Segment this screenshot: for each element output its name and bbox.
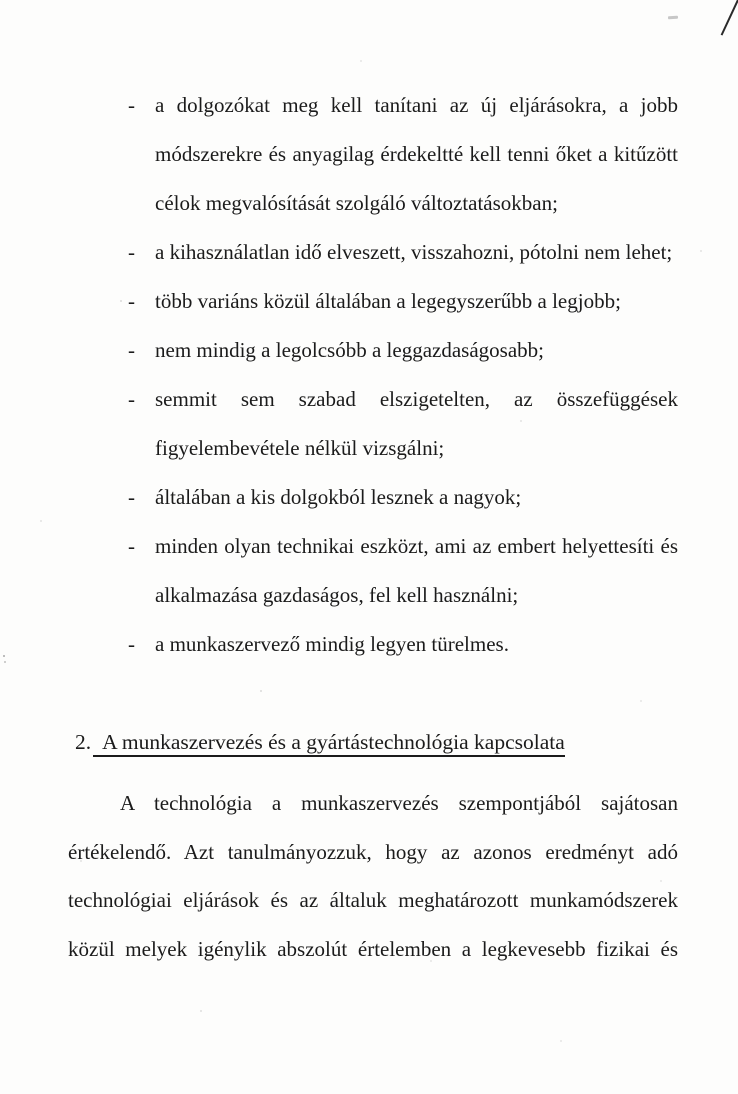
- bullet-line: több variáns közül általában a legegyszerűbb a legjobb;: [155, 289, 621, 313]
- list-item: [0, 81, 738, 228]
- bullet-dash-marker: -: [128, 534, 135, 558]
- bullet-line: a munkaszervező mindig legyen türelmes.: [155, 632, 509, 656]
- scan-artifact-smudge: [668, 16, 678, 20]
- bullet-text: [155, 620, 678, 669]
- bullet-line: módszerekre és anyagilag érdekeltté kell tenni őket a kitűzött: [155, 142, 678, 166]
- bullet-dash-marker: -: [128, 387, 135, 411]
- bullet-line: alkalmazása gazdaságos, fel kell használni;: [155, 583, 519, 607]
- bullet-text: [155, 277, 678, 326]
- bullet-line: minden olyan technikai eszközt, ami az embert helyettesíti és: [155, 534, 678, 558]
- body-paragraph: [68, 779, 678, 973]
- bullet-line: általában a kis dolgokból lesznek a nagyok;: [155, 485, 522, 509]
- bullet-dash-marker: -: [128, 93, 135, 117]
- list-item: [0, 228, 738, 277]
- bullet-line: célok megvalósítását szolgáló változtatásokban;: [155, 191, 558, 215]
- bullet-text: [155, 228, 678, 277]
- list-item: [0, 277, 738, 326]
- bullet-line: a kihasználatlan idő elveszett, visszahozni, pótolni nem lehet;: [155, 240, 673, 264]
- bullet-line: figyelembevétele nélkül vizsgálni;: [155, 436, 445, 460]
- bullet-dash-marker: -: [128, 632, 135, 656]
- section-heading: [75, 727, 565, 757]
- paragraph-line: A technológia a munkaszervezés szempontjából sajátosan: [120, 791, 678, 815]
- paragraph-line: technológiai eljárások és az általuk meghatározott munkamódszerek: [68, 888, 678, 912]
- list-item: [0, 375, 738, 473]
- bullet-line: a dolgozókat meg kell tanítani az új eljárásokra, a jobb: [155, 93, 678, 117]
- bullet-dash-marker: -: [128, 240, 135, 264]
- list-item: [0, 522, 738, 620]
- section-number: 2.: [75, 730, 92, 754]
- bullet-dash-marker: -: [128, 289, 135, 313]
- bullet-dash-marker: -: [128, 338, 135, 362]
- bullet-line: nem mindig a legolcsóbb a leggazdaságosabb;: [155, 338, 544, 362]
- bullet-dash-marker: -: [128, 485, 135, 509]
- paragraph-line: közül melyek igénylik abszolút értelemben a legkevesebb fizikai és: [68, 936, 678, 961]
- bullet-text: [155, 326, 678, 375]
- paragraph-line: értékelendő. Azt tanulmányozzuk, hogy az azonos eredményt adó: [68, 839, 678, 864]
- scan-artifact-diagonal-line: [721, 0, 738, 36]
- section-title: A munkaszervezés és a gyártástechnológia kapcsolata: [93, 730, 565, 757]
- list-item: [0, 326, 738, 375]
- bullet-text: [155, 473, 678, 522]
- bullet-line: semmit sem szabad elszigetelten, az összefüggések: [155, 387, 678, 411]
- scan-noise-speckles: [0, 0, 2, 2]
- bullet-text: [155, 81, 678, 228]
- bullet-list: [0, 81, 738, 669]
- list-item: [0, 473, 738, 522]
- bullet-text: [155, 375, 678, 473]
- list-item: [0, 620, 738, 669]
- bullet-text: [155, 522, 678, 620]
